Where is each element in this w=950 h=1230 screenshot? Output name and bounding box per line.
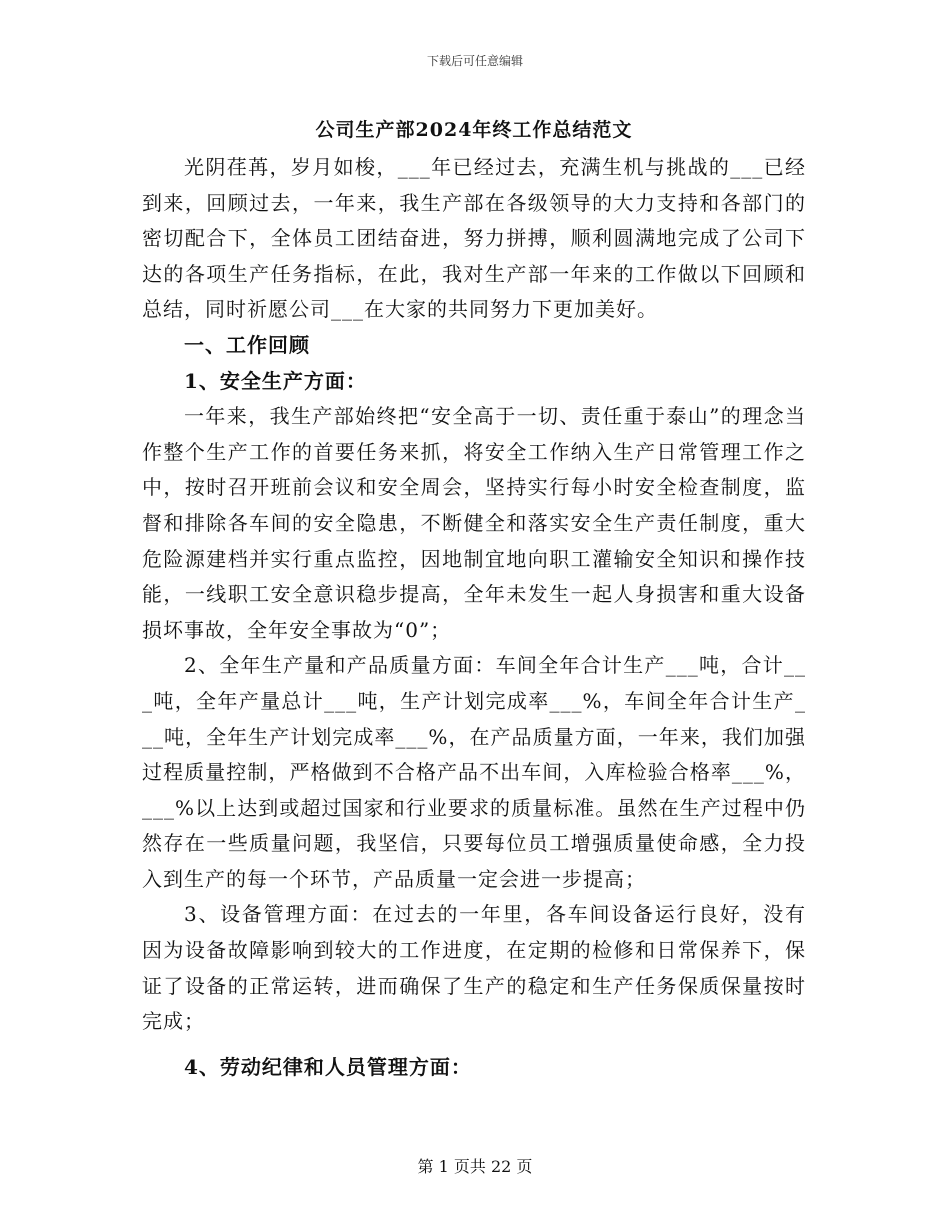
intro-paragraph: 光阴荏苒，岁月如梭，___年已经过去，充满生机与挑战的___已经到来，回顾过去，一年来，我生产部在各级领导的大力支持和各部门的密切配合下，全体员工团结奋进，努力拼搏，顺利圆满地完成了公司下达的各项生产任务指标，在此，我对生产部一年来的工作做以下回顾和总结，同时祈愿公司___在大家的共同努力下更加美好。 [142,155,806,322]
safety-paragraph: 一年来，我生产部始终把“安全高于一切、责任重于泰山”的理念当作整个生产工作的首要任务来抓，将安全工作纳入生产日常管理工作之中，按时召开班前会议和安全周会，坚持实行每小时安全检查制度，监督和排除各车间的安全隐患，不断健全和落实安全生产责任制度，重大危险源建档并实行重点监控，因地制宜地向职工灌输安全知识和操作技能，一线职工安全意识稳步提高，全年未发生一起人身损害和重大设备损坏事故，全年安全事故为“0”； [142,404,806,642]
item-heading-discipline: 4、劳动纪律和人员管理方面： [184,1054,472,1079]
page-header-note: 下载后可任意编辑 [426,54,523,68]
equipment-paragraph: 3、设备管理方面：在过去的一年里，各车间设备运行良好，没有因为设备故障影响到较大的工作进度，在定期的检修和日常保养下，保证了设备的正常运转，进而确保了生产的稳定和生产任务保质保量按时完成； [142,902,806,1034]
section-heading-work-review: 一、工作回顾 [184,332,310,357]
document-body [142,116,806,1085]
document-title: 公司生产部2024年终工作总结范文 [315,119,633,141]
item-heading-safety: 1、安全生产方面： [184,368,367,393]
page-number: 第 1 页共 22 页 [417,1157,533,1176]
production-quality-paragraph: 2、全年生产量和产品质量方面：车间全年合计生产___吨，合计___吨，全年产量总计___吨，生产计划完成率___%，车间全年合计生产___吨，全年生产计划完成率___%，在产品质量方面，一年来，我们加强过程质量控制，严格做到不合格产品不出车间，入库检验合格率___%，___%以上达到或超过国家和行业要求的质量标准。虽然在生产过程中仍然存在一些质量问题，我坚信，只要每位员工增强质量使命感，全力投入到生产的每一个环节，产品质量一定会进一步提高； [142,653,806,891]
